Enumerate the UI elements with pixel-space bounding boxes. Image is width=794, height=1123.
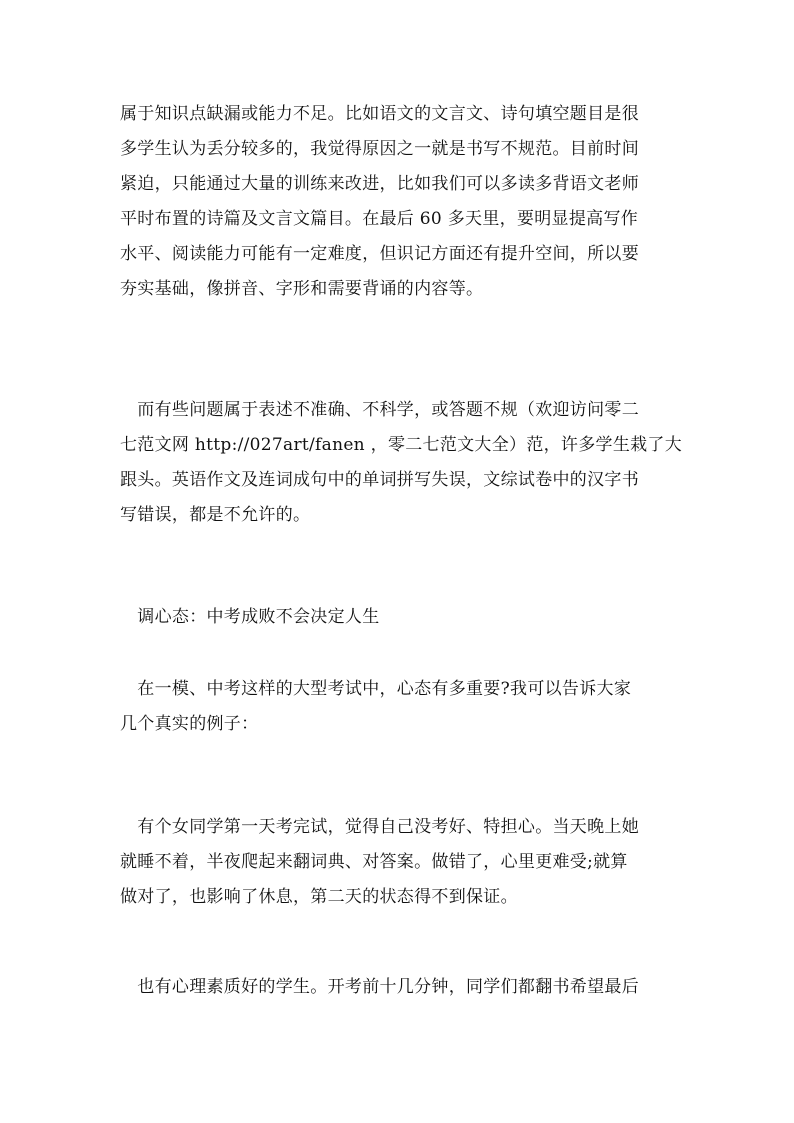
text-line: 几个真实的例子：: [120, 714, 259, 734]
paragraph: [120, 672, 680, 742]
text-line: 也有心理素质好的学生。开考前十几分钟，同学们都翻书希望最后: [120, 977, 639, 997]
text-line: 平时布置的诗篇及文言文篇目。在最后 60 多天里，要明显提高写作: [120, 209, 639, 229]
text-line: 做对了，也影响了休息，第二天的状态得不到保证。: [120, 887, 518, 907]
text-line: 夯实基础，像拼音、字形和需要背诵的内容等。: [120, 279, 484, 299]
paragraph: [120, 97, 680, 307]
text-line: 有个女同学第一天考完试，觉得自己没考好、特担心。当天晚上她: [120, 817, 639, 837]
text-line: 而有些问题属于表述不准确、不科学，或答题不规（欢迎访问零二: [120, 400, 639, 420]
text-line: 写错误，都是不允许的。: [120, 505, 311, 525]
paragraph: [120, 393, 683, 533]
text-line: 跟头。英语作文及连词成句中的单词拼写失误，文综试卷中的汉字书: [120, 470, 639, 490]
text-line: 多学生认为丢分较多的，我觉得原因之一就是书写不规范。目前时间: [120, 139, 639, 159]
text-line: 紧迫，只能通过大量的训练来改进，比如我们可以多读多背语文老师: [120, 174, 639, 194]
section-heading: [120, 600, 680, 635]
paragraph: [120, 970, 680, 1005]
text-line: 在一模、中考这样的大型考试中，心态有多重要?我可以告诉大家: [120, 679, 632, 699]
text-line: 属于知识点缺漏或能力不足。比如语文的文言文、诗句填空题目是很: [120, 104, 639, 124]
text-line: 就睡不着，半夜爬起来翻词典、对答案。做错了，心里更难受;就算: [120, 852, 628, 872]
paragraph: [120, 810, 680, 915]
text-line: 七范文网 http://027art/fanen ，零二七范文大全）范，许多学生栽了大: [120, 435, 683, 455]
text-line: 调心态：中考成败不会决定人生: [120, 607, 380, 627]
text-line: 水平、阅读能力可能有一定难度，但识记方面还有提升空间，所以要: [120, 244, 639, 264]
